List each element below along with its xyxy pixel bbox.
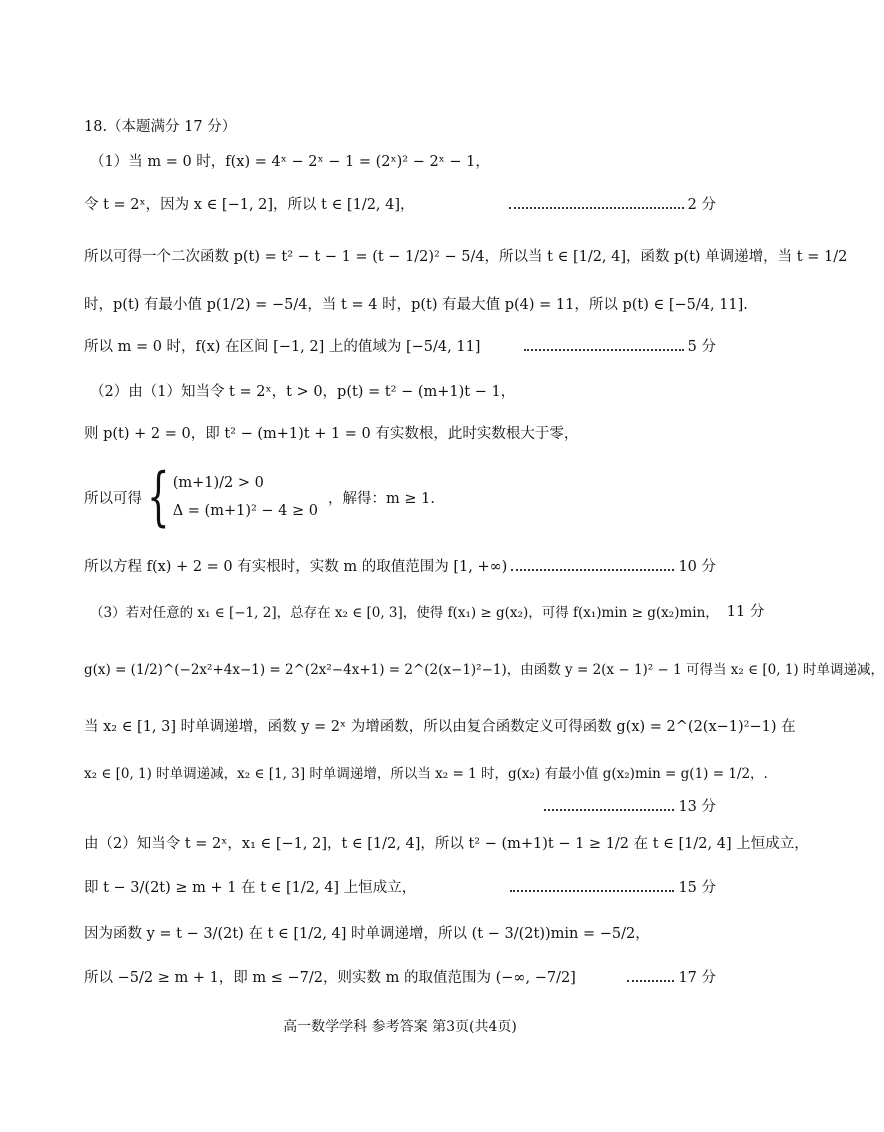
score-mark: 17 分	[678, 970, 716, 986]
score-mark: 2 分	[687, 197, 716, 213]
system-suffix: ，解得：m ≥ 1.	[328, 490, 435, 507]
score-mark: 5 分	[687, 339, 716, 355]
system-eq2: Δ = (m+1)² − 4 ≥ 0	[172, 503, 318, 519]
line-p1d: 时，p(t) 有最小值 p(1/2) = −5/4，当 t = 4 时，p(t) 有最大值 p(4) = 11，所以 p(t) ∈ [−5/4, 11].	[84, 297, 748, 313]
system-equations	[173, 475, 318, 519]
line-p3d: x₂ ∈ [0, 1) 时单调递减，x₂ ∈ [1, 3] 时单调递增，所以当 x₂ = 1 时，g(x₂) 有最小值 g(x₂)min = g(1) = 1/2，.	[84, 766, 768, 782]
line-p2d: 所以方程 f(x) + 2 = 0 有实根时，实数 m 的取值范围为 [1, +∞) 10 分	[84, 555, 716, 576]
line-p1b: 令 t = 2ˣ，因为 x ∈ [−1, 2]，所以 t ∈ [1/2, 4]， 2 分	[84, 193, 716, 214]
line-p2b: 则 p(t) + 2 = 0，即 t² − (m+1)t + 1 = 0 有实数根，此时实数根大于零，	[84, 426, 579, 442]
line-p3b: g(x) = (1/2)^(−2x²+4x−1) = 2^(2x²−4x+1) = 2^(2(x−1)²−1)，由函数 y = 2(x − 1)² − 1 可得当 x₂ ∈ [0, 1) 时单调递减，	[84, 662, 884, 678]
line-p3i: 所以 −5/2 ≥ m + 1，即 m ≤ −7/2，则实数 m 的取值范围为 (−∞, −7/2] 17 分	[84, 966, 716, 987]
left-brace: {	[147, 460, 170, 534]
equation-system	[84, 460, 435, 534]
problem-heading	[84, 115, 716, 136]
page-footer: 高一数学学科 参考答案 第3页(共4页)	[283, 1019, 517, 1035]
leader-dots	[524, 349, 683, 351]
line-p3g: 即 t − 3/(2t) ≥ m + 1 在 t ∈ [1/2, 4] 上恒成立， 15 分	[84, 876, 716, 897]
leader-dots	[627, 980, 674, 982]
leader-dots	[544, 809, 674, 811]
score-mark: 10 分	[678, 559, 716, 575]
score-mark: 13 分	[678, 799, 716, 815]
system-eq1: (m+1)/2 > 0	[172, 475, 264, 491]
line-p3h: 因为函数 y = t − 3/(2t) 在 t ∈ [1/2, 4] 时单调递增，所以 (t − 3/(2t))min = −5/2，	[84, 926, 650, 942]
score-mark: 15 分	[678, 880, 716, 896]
line-p3c: 当 x₂ ∈ [1, 3] 时单调递增，函数 y = 2ˣ 为增函数，所以由复合函数定义可得函数 g(x) = 2^(2(x−1)²−1) 在	[84, 719, 796, 735]
leader-dots	[510, 890, 674, 892]
score-mark: 11 分	[726, 604, 765, 620]
system-prefix: 所以可得	[84, 490, 142, 507]
line-p3e	[84, 795, 716, 816]
line-p1a: （1）当 m = 0 时，f(x) = 4ˣ − 2ˣ − 1 = (2ˣ)² − 2ˣ − 1，	[90, 154, 490, 170]
line-p2a: （2）由（1）知当令 t = 2ˣ，t > 0，p(t) = t² − (m+1)t − 1，	[90, 384, 516, 400]
line-p1c: 所以可得一个二次函数 p(t) = t² − t − 1 = (t − 1/2)² − 5/4，所以当 t ∈ [1/2, 4]，函数 p(t) 单调递增，当 t = 1/2	[84, 249, 848, 265]
heading-text: 18.（本题满分 17 分）	[84, 119, 237, 135]
leader-dots	[511, 569, 674, 571]
leader-dots	[509, 207, 684, 209]
line-p1e: 所以 m = 0 时，f(x) 在区间 [−1, 2] 上的值域为 [−5/4, 11] 5 分	[84, 335, 716, 356]
line-p3a: （3）若对任意的 x₁ ∈ [−1, 2]，总存在 x₂ ∈ [0, 3]，使得 f(x₁) ≥ g(x₂)，可得 f(x₁)min ≥ g(x₂)min， 11 分	[90, 600, 716, 621]
line-p3f: 由（2）知当令 t = 2ˣ，x₁ ∈ [−1, 2]，t ∈ [1/2, 4]，所以 t² − (m+1)t − 1 ≥ 1/2 在 t ∈ [1/2, 4] 上恒成立，	[84, 836, 809, 852]
